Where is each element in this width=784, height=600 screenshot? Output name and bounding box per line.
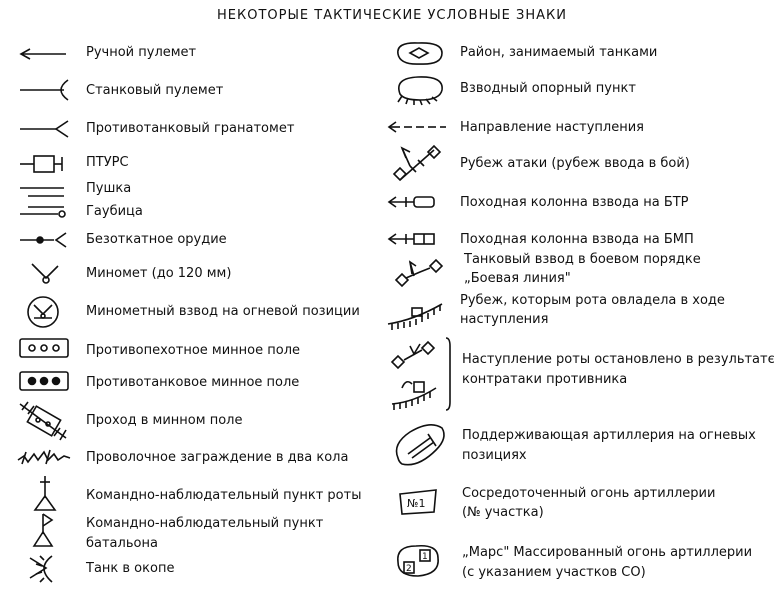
gun-icon xyxy=(18,184,68,200)
apc-column-icon xyxy=(386,194,448,210)
light-machine-gun-icon xyxy=(18,44,68,64)
label-attack-direction: Направление наступления xyxy=(460,120,644,135)
platoon-strongpoint-icon xyxy=(392,72,448,106)
label-atgm: ПТУРС xyxy=(86,155,129,170)
label-stopped-attack: Наступление роты остановлено в результатє xyxy=(462,352,775,367)
label-massed-fire-2: (с указанием участков СО) xyxy=(462,565,646,580)
label-heavy-machine-gun: Станковый пулемет xyxy=(86,83,224,98)
label-tank-platoon-line: Танковый взвод в боевом порядке xyxy=(464,252,701,267)
label-antitank-grenade-launcher: Противотанковый гранатомет xyxy=(86,121,295,136)
label-platoon-strongpoint: Взводный опорный пункт xyxy=(460,81,636,96)
heavy-machine-gun-icon xyxy=(18,78,68,102)
label-mortar: Миномет (до 120 мм) xyxy=(86,266,232,281)
label-antitank-minefield: Противотанковое минное поле xyxy=(86,375,300,390)
minefield-passage-icon xyxy=(16,400,72,442)
massed-fire-icon xyxy=(392,540,444,580)
label-attack-line: Рубеж атаки (рубеж ввода в бой) xyxy=(460,156,690,171)
label-battalion-command-post-line2: батальона xyxy=(86,536,158,551)
massed-fire-badge-2: 2 xyxy=(406,564,412,574)
atgm-icon xyxy=(18,152,68,176)
label-tank-platoon-line-2: „Боевая линия" xyxy=(464,271,571,286)
label-massed-fire: „Марс" Массированный огонь артиллерии xyxy=(462,545,753,560)
label-antipersonnel-minefield: Противопехотное минное поле xyxy=(86,343,301,358)
label-concentrated-fire: Сосредоточенный огонь артиллерии xyxy=(462,486,716,501)
label-stopped-attack-2: контратаки противника xyxy=(462,372,628,387)
label-apc-column: Походная колонна взвода на БТР xyxy=(460,195,689,210)
concentrated-fire-icon xyxy=(396,488,440,516)
label-support-artillery-2: позициях xyxy=(462,448,527,463)
label-recoilless-gun: Безоткатное орудие xyxy=(86,232,227,247)
mortar-platoon-icon xyxy=(24,295,64,329)
antipersonnel-minefield-icon xyxy=(18,337,70,359)
antitank-minefield-icon xyxy=(18,370,70,392)
massed-fire-badge-1: 1 xyxy=(422,552,428,562)
label-howitzer: Гаубица xyxy=(86,204,143,219)
label-captured-line: Рубеж, которым рота овладела в ходе xyxy=(460,293,725,308)
label-captured-line-2: наступления xyxy=(460,312,549,327)
label-dug-in-tank: Танк в окопе xyxy=(86,561,175,576)
ifv-column-icon xyxy=(386,231,448,247)
label-support-artillery: Поддерживающая артиллерия на огневых xyxy=(462,428,756,443)
label-gun: Пушка xyxy=(86,181,132,196)
wire-obstacle-icon xyxy=(16,446,72,468)
label-wire-obstacle: Проволочное заграждение в два кола xyxy=(86,450,349,465)
antitank-grenade-launcher-icon xyxy=(18,118,68,140)
label-concentrated-fire-2: (№ участка) xyxy=(462,505,544,520)
recoilless-gun-icon xyxy=(18,230,68,250)
concentrated-fire-badge: №1 xyxy=(407,497,426,510)
howitzer-icon xyxy=(18,204,68,220)
attack-direction-icon xyxy=(386,118,448,136)
dug-in-tank-icon xyxy=(22,552,62,586)
attack-line-icon xyxy=(386,140,448,186)
tank-area-icon xyxy=(392,38,448,68)
battalion-command-post-icon xyxy=(30,512,60,548)
label-mortar-platoon: Минометный взвод на огневой позиции xyxy=(86,304,360,319)
label-company-command-post: Командно-наблюдательный пункт роты xyxy=(86,488,362,503)
label-ifv-column: Походная колонна взвода на БМП xyxy=(460,232,694,247)
mortar-icon xyxy=(28,260,62,286)
captured-line-icon xyxy=(384,296,448,332)
page-title: НЕКОТОРЫЕ ТАКТИЧЕСКИЕ УСЛОВНЫЕ ЗНАКИ xyxy=(217,8,567,23)
tank-platoon-line-icon xyxy=(386,254,448,294)
support-artillery-icon xyxy=(390,418,450,470)
company-command-post-icon xyxy=(30,474,60,514)
label-minefield-passage: Проход в минном поле xyxy=(86,413,243,428)
label-light-machine-gun: Ручной пулемет xyxy=(86,45,197,60)
label-tank-area: Район, занимаемый танками xyxy=(460,45,658,60)
stopped-attack-icon xyxy=(384,332,454,412)
label-battalion-command-post: Командно-наблюдательный пункт xyxy=(86,516,324,531)
